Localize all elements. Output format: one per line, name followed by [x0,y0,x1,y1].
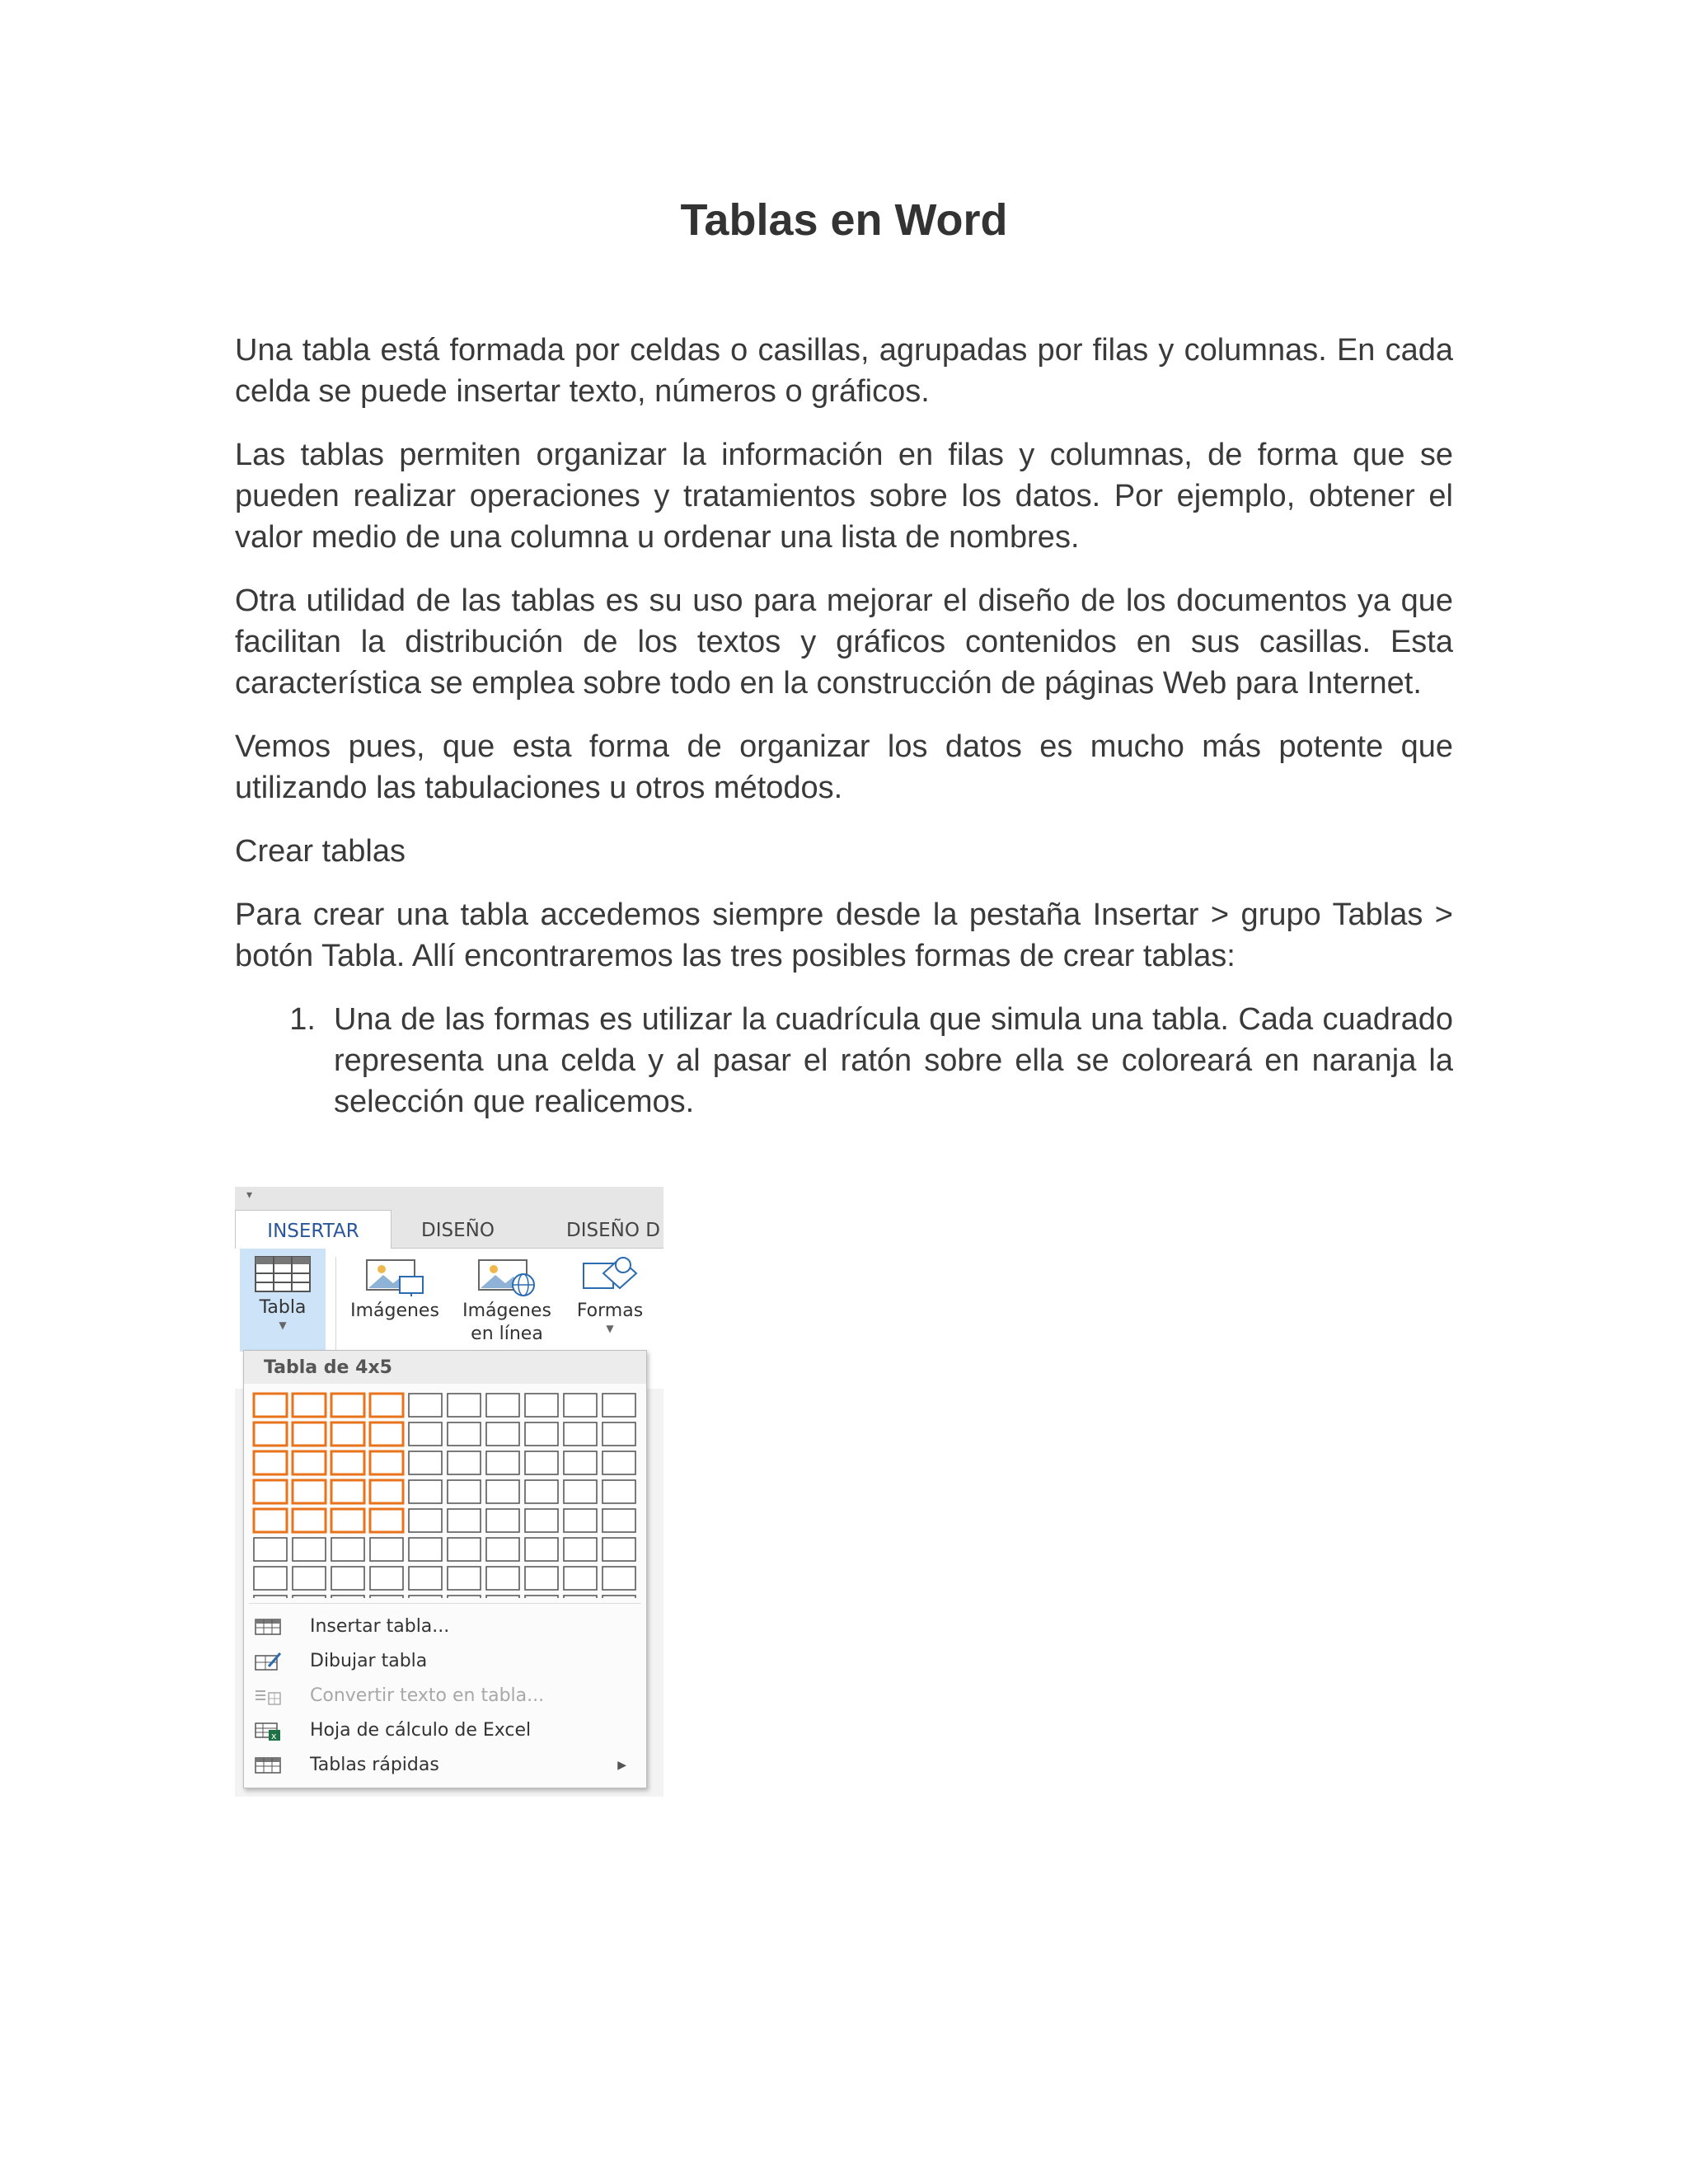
grid-cell[interactable] [409,1451,442,1474]
grid-cell[interactable] [564,1596,597,1598]
grid-cell[interactable] [448,1567,481,1590]
grid-cell[interactable] [409,1422,442,1446]
tabla-label: Tabla [259,1297,307,1318]
convertir-texto-item[interactable] [244,1679,646,1713]
online-picture-icon [476,1255,538,1296]
grid-cell[interactable] [564,1451,597,1474]
shapes-icon [579,1255,641,1296]
grid-cell[interactable] [254,1538,287,1561]
grid-cell[interactable] [486,1596,519,1598]
grid-size-header: Tabla de 4x5 [244,1351,646,1384]
grid-cell[interactable] [409,1596,442,1598]
hoja-excel-item[interactable] [244,1713,646,1748]
imagenes-en-linea-label-2: en línea [471,1324,543,1344]
grid-cell[interactable] [370,1567,403,1590]
section-heading: Crear tablas [235,834,406,869]
dibujar-tabla-item[interactable] [244,1644,646,1679]
grid-cell-selected[interactable] [370,1422,403,1446]
grid-cell-selected[interactable] [293,1480,326,1503]
chevron-down-icon: ▼ [279,1319,287,1331]
quick-access-bar [235,1187,663,1210]
grid-cell[interactable] [525,1538,558,1561]
grid-cell[interactable] [254,1567,287,1590]
grid-cell[interactable] [603,1509,635,1532]
grid-cell[interactable] [293,1538,326,1561]
svg-text:x: x [271,1731,277,1741]
grid-cell-selected[interactable] [370,1480,403,1503]
grid-cell-selected[interactable] [293,1422,326,1446]
paragraph: Vemos pues, que esta forma de organizar los datos es mucho más potente que utilizando las tabulaciones u otros métodos. [235,729,1453,805]
grid-cell[interactable] [525,1567,558,1590]
grid-cell-selected[interactable] [254,1451,287,1474]
grid-cell[interactable] [486,1451,519,1474]
grid-cell-selected[interactable] [370,1509,403,1532]
customize-arrow-icon[interactable]: ▾ [246,1188,253,1202]
grid-cell[interactable] [409,1538,442,1561]
grid-cell-selected[interactable] [370,1394,403,1417]
excel-icon [254,1721,282,1741]
grid-cell[interactable] [370,1538,403,1561]
grid-cell-selected[interactable] [293,1394,326,1417]
grid-cell[interactable] [564,1480,597,1503]
grid-cell[interactable] [293,1596,326,1598]
grid-cell-selected[interactable] [370,1451,403,1474]
grid-cell[interactable] [409,1509,442,1532]
grid-cell[interactable] [448,1451,481,1474]
grid-cell[interactable] [370,1596,403,1598]
grid-cell[interactable] [564,1567,597,1590]
grid-cell-selected[interactable] [254,1480,287,1503]
grid-cell[interactable] [564,1422,597,1446]
quick-tables-icon [254,1755,282,1775]
grid-cell-selected[interactable] [331,1480,364,1503]
document-body [235,330,1453,1122]
grid-cell[interactable] [448,1596,481,1598]
page-title: Tablas en Word [680,195,1008,245]
grid-cell[interactable] [331,1538,364,1561]
insertar-tabla-item[interactable] [244,1610,646,1644]
grid-cell[interactable] [525,1480,558,1503]
grid-cell[interactable] [486,1394,519,1417]
grid-cell[interactable] [409,1394,442,1417]
grid-cell-selected[interactable] [254,1422,287,1446]
word-insert-table-screenshot [235,1187,663,1797]
insertar-tabla-label: Insertar tabla... [310,1616,450,1637]
imagenes-label: Imágenes [350,1301,439,1321]
grid-cell[interactable] [409,1567,442,1590]
grid-cell[interactable] [486,1567,519,1590]
grid-cell[interactable] [564,1538,597,1561]
paragraph: Para crear una tabla accedemos siempre desde la pestaña Insertar > grupo Tablas > botón Tabla. Allí encontraremos las tres posibles formas de crear tablas: [235,898,1453,973]
grid-cell[interactable] [603,1451,635,1474]
grid-cell[interactable] [525,1422,558,1446]
chevron-down-icon: ▼ [606,1323,614,1334]
grid-cell-selected[interactable] [293,1509,326,1532]
grid-cell[interactable] [603,1596,635,1598]
grid-cell[interactable] [525,1394,558,1417]
tabla-dropdown-menu [243,1350,647,1788]
grid-cell-selected[interactable] [331,1451,364,1474]
grid-cell[interactable] [486,1422,519,1446]
grid-cell[interactable] [525,1451,558,1474]
tab-insertar[interactable]: INSERTAR [235,1210,392,1249]
grid-cell[interactable] [331,1596,364,1598]
grid-cell[interactable] [486,1538,519,1561]
grid-cell[interactable] [486,1480,519,1503]
grid-cell[interactable] [603,1394,635,1417]
list-text: Una de las formas es utilizar la cuadrícula que simula una tabla. Cada cuadrado representa una celda y al pasar el ratón sobre ella se coloreará en naranja la selección que realicemos. [334,1002,1453,1119]
tabla-button[interactable] [240,1249,326,1352]
tablas-rapidas-item[interactable] [244,1748,646,1783]
insert-table-icon [254,1617,282,1637]
menu-divider [249,1603,641,1604]
draw-table-icon [254,1652,282,1671]
grid-cell-selected[interactable] [331,1394,364,1417]
grid-cell[interactable] [448,1422,481,1446]
grid-cell[interactable] [448,1509,481,1532]
grid-cell[interactable] [448,1480,481,1503]
submenu-arrow-icon: ▶ [617,1759,626,1772]
tab-diseno[interactable]: DISEÑO [421,1220,495,1241]
grid-cell[interactable] [564,1394,597,1417]
grid-cell[interactable] [293,1567,326,1590]
table-grid[interactable] [251,1390,640,1598]
paragraph: Otra utilidad de las tablas es su uso para mejorar el diseño de los documentos ya que facilitan la distribución de los textos y gráficos contenidos en sus casillas. Esta característica se emplea sobre todo en la construcción de páginas Web para Internet. [235,583,1453,701]
tab-diseno-2[interactable]: DISEÑO D [566,1220,660,1241]
picture-icon [363,1255,426,1296]
grid-cell-selected[interactable] [254,1394,287,1417]
tablas-rapidas-label: Tablas rápidas [310,1755,439,1775]
hoja-excel-label: Hoja de cálculo de Excel [310,1720,532,1741]
table-icon [254,1255,312,1293]
imagenes-button[interactable] [340,1249,449,1364]
grid-cell[interactable] [525,1509,558,1532]
grid-cell[interactable] [254,1596,287,1598]
grid-cell[interactable] [448,1538,481,1561]
grid-cell[interactable] [486,1509,519,1532]
convertir-texto-label: Convertir texto en tabla... [310,1685,545,1706]
grid-cell[interactable] [409,1480,442,1503]
convert-text-icon [254,1686,282,1706]
paragraph: Una tabla está formada por celdas o casillas, agrupadas por filas y columnas. En cada celda se puede insertar texto, números o gráficos. [235,333,1453,409]
grid-cell[interactable] [331,1567,364,1590]
grid-cell[interactable] [603,1480,635,1503]
list-number: 1. [289,1002,316,1037]
formas-label: Formas [576,1301,644,1321]
grid-cell[interactable] [525,1596,558,1598]
grid-cell-selected[interactable] [331,1509,364,1532]
ribbon-tabs [235,1210,663,1249]
grid-cell[interactable] [564,1509,597,1532]
grid-cell[interactable] [603,1422,635,1446]
paragraph: Las tablas permiten organizar la información en filas y columnas, de forma que se pueden realizar operaciones y tratamientos sobre los datos. Por ejemplo, obtener el valor medio de una columna u ordenar una lista de nombres. [235,438,1453,555]
imagenes-en-linea-label-1: Imágenes [462,1301,551,1321]
grid-cell[interactable] [448,1394,481,1417]
grid-cell[interactable] [603,1567,635,1590]
list-item [235,999,1453,1122]
grid-cell-selected[interactable] [331,1422,364,1446]
ribbon-separator [335,1257,336,1356]
grid-cell-selected[interactable] [254,1509,287,1532]
dibujar-tabla-label: Dibujar tabla [310,1651,428,1671]
grid-cell-selected[interactable] [293,1451,326,1474]
grid-cell[interactable] [603,1538,635,1561]
